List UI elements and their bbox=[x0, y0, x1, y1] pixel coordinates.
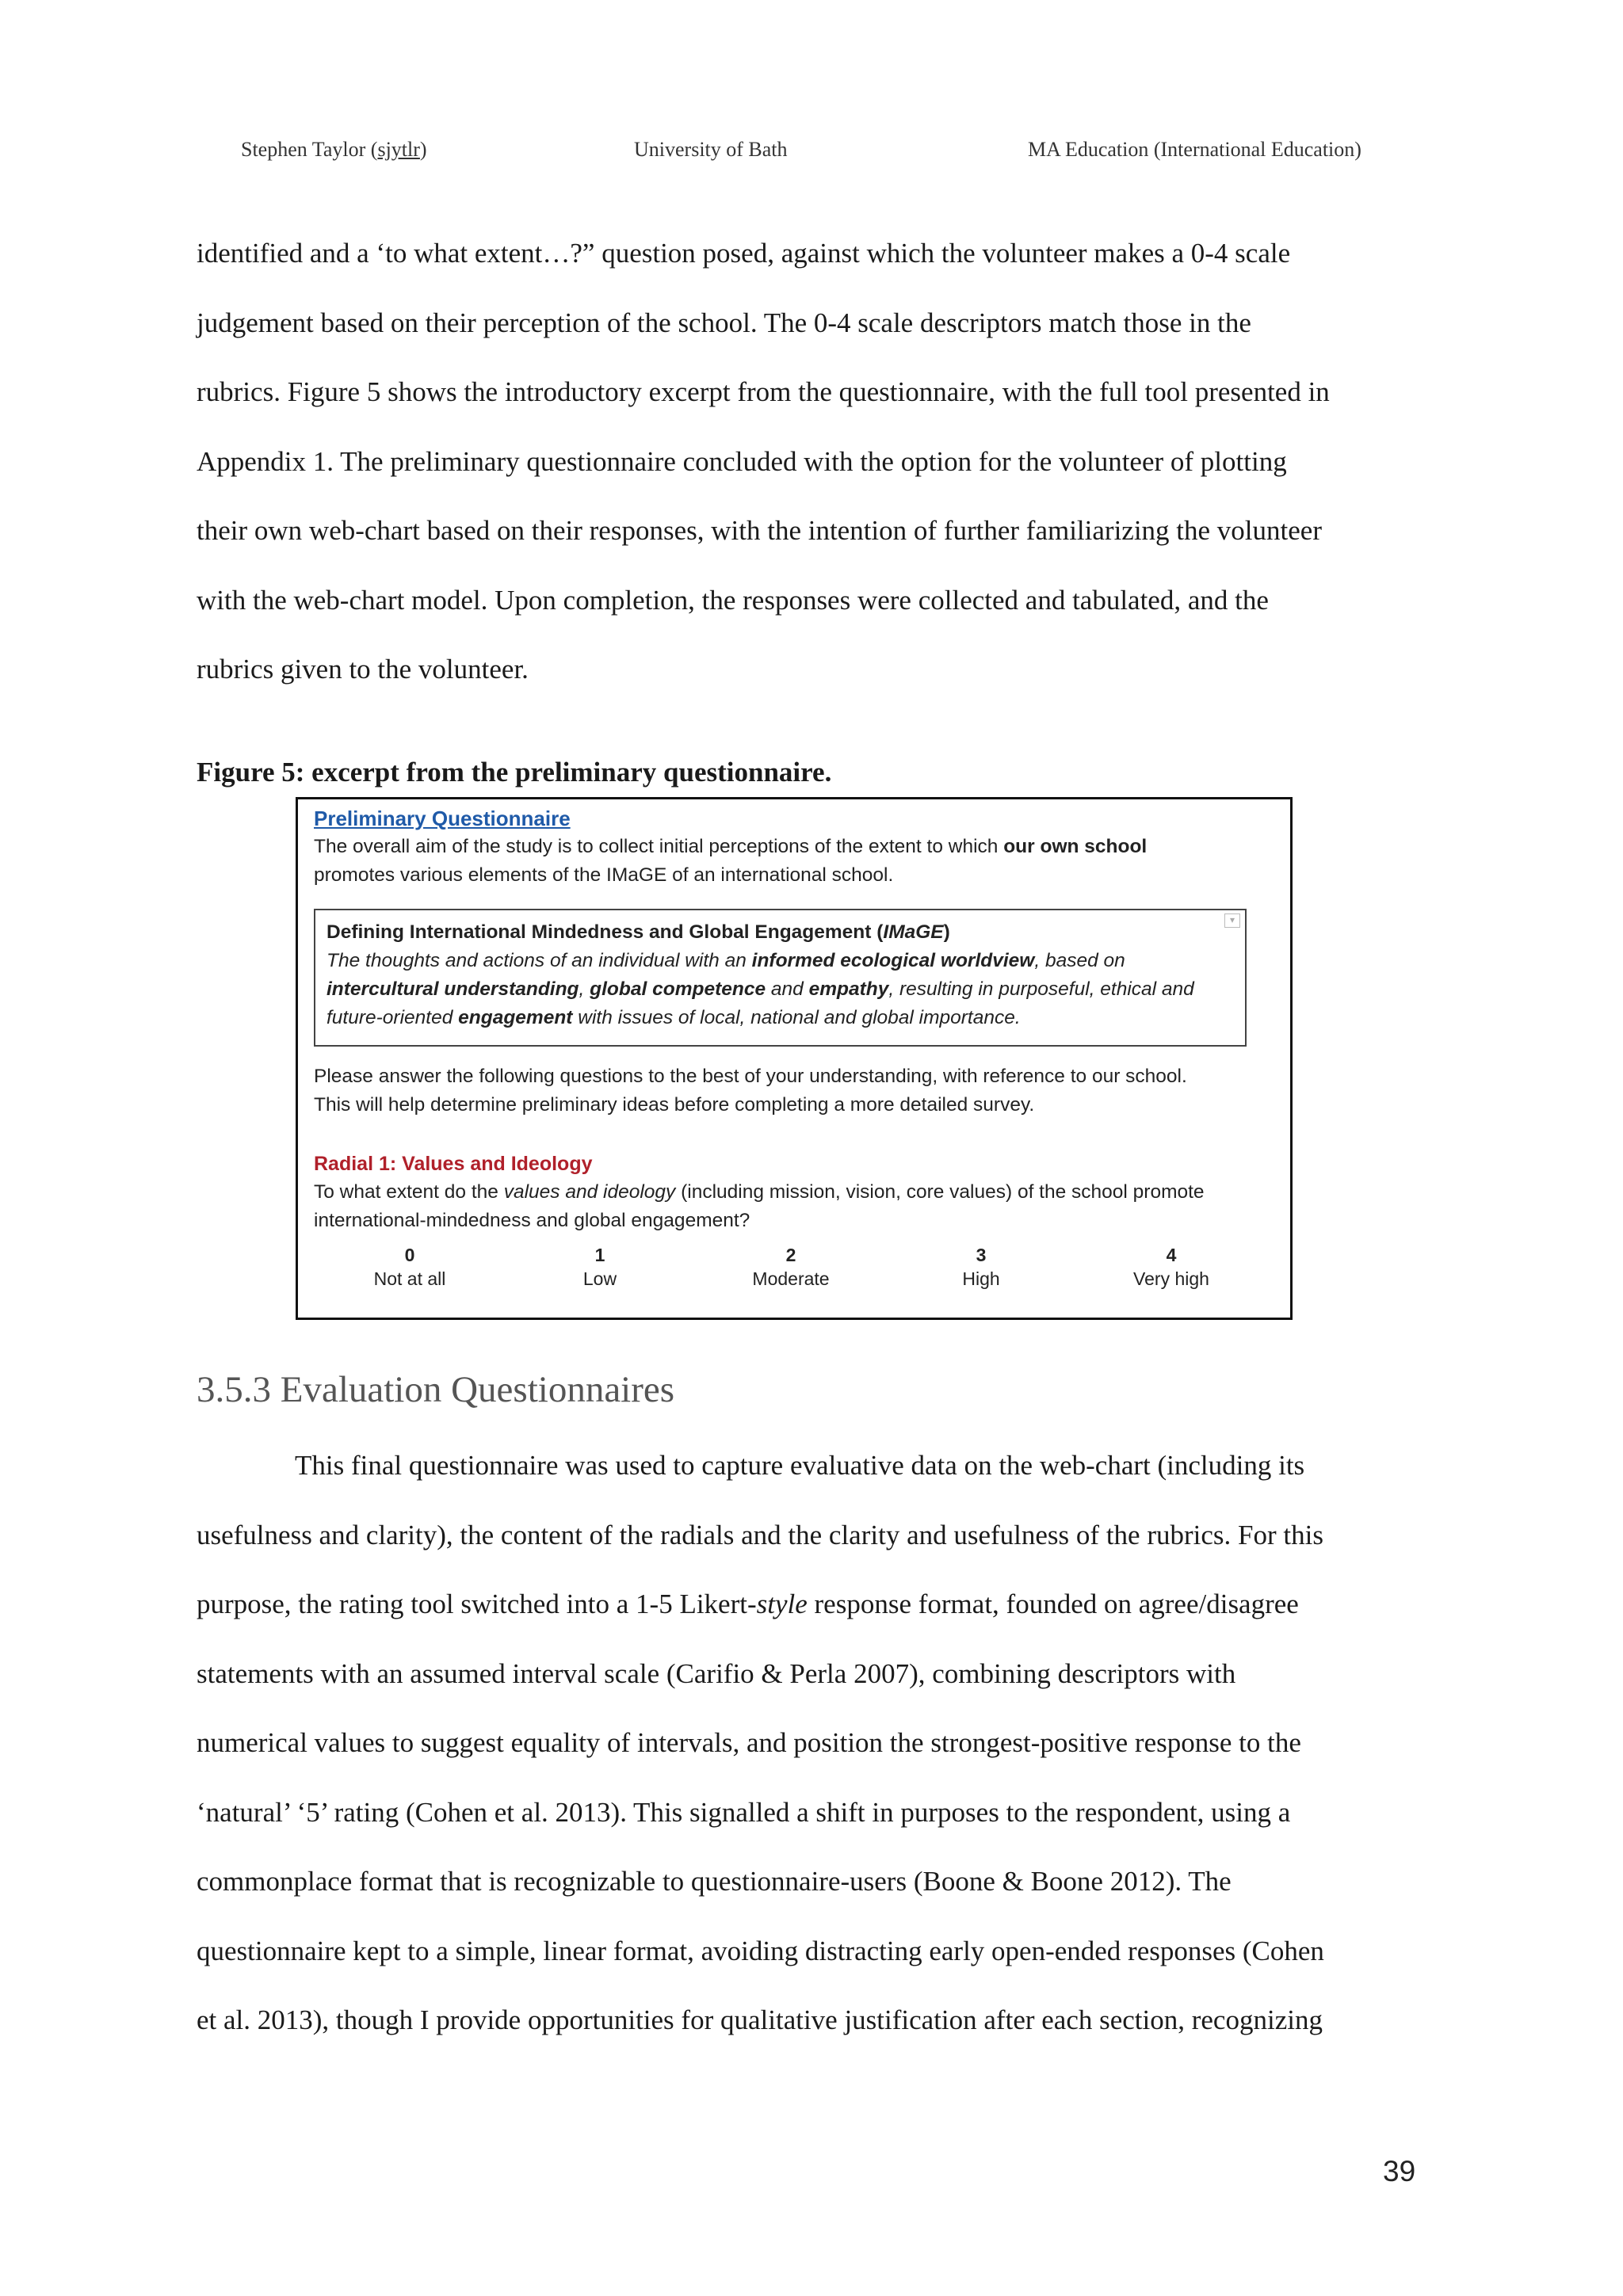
paragraph-line: purpose, the rating tool switched into a 1-5 Likert-style response format, founded on agree/disagree bbox=[197, 1589, 1299, 1619]
paragraph-line: their own web-chart based on their responses, with the intention of further familiarizing the volunteer bbox=[197, 515, 1322, 546]
author-id-link[interactable]: sjytlr bbox=[377, 138, 420, 161]
radial-title: Radial 1: Values and Ideology bbox=[314, 1153, 593, 1175]
header-institution: University of Bath bbox=[634, 138, 788, 161]
questionnaire-instructions: Please answer the following questions to the best of your understanding, with reference to our school. This will help determine preliminary ideas before completing a more detailed survey. bbox=[314, 1066, 1187, 1116]
definition-box bbox=[314, 909, 1247, 1047]
paragraph-line: Appendix 1. The preliminary questionnaire concluded with the option for the volunteer of plotting bbox=[197, 445, 1287, 477]
paragraph-line: judgement based on their perception of the school. The 0-4 scale descriptors match those in the bbox=[197, 307, 1251, 338]
figure-header bbox=[314, 804, 1274, 890]
paragraph-line: commonplace format that is recognizable to questionnaire-users (Boone & Boone 2012). The bbox=[197, 1866, 1232, 1897]
radial-question: To what extent do the values and ideology (including mission, vision, core values) of the school promote international-mindedness and global engagement? bbox=[314, 1181, 1205, 1231]
scale-option[interactable]: 1 Low bbox=[582, 1245, 617, 1289]
paragraph-line: ‘natural’ ‘5’ rating (Cohen et al. 2013). This signalled a shift in purposes to the respondent, using a bbox=[197, 1796, 1291, 1828]
paragraph-line: questionnaire kept to a simple, linear format, avoiding distracting early open-ended responses (Cohen bbox=[197, 1935, 1324, 1966]
scale-option[interactable]: 2 Moderate bbox=[752, 1245, 830, 1289]
paragraph-line: numerical values to suggest equality of intervals, and position the strongest-positive response to the bbox=[197, 1727, 1301, 1758]
section-heading: 3.5.3 Evaluation Questionnaires bbox=[197, 1369, 675, 1410]
paragraph-line: with the web-chart model. Upon completion, the responses were collected and tabulated, and the bbox=[197, 584, 1269, 616]
paragraph-line: rubrics. Figure 5 shows the introductory excerpt from the questionnaire, with the full tool presented in bbox=[197, 376, 1330, 407]
rating-scale bbox=[298, 1243, 1290, 1299]
scale-option[interactable]: 3 High bbox=[962, 1245, 1000, 1289]
questionnaire-figure bbox=[296, 797, 1293, 1320]
running-header bbox=[0, 138, 1623, 170]
paragraph-line: usefulness and clarity), the content of the radials and the clarity and usefulness of the rubrics. For this bbox=[197, 1519, 1323, 1550]
paragraph-line: identified and a ‘to what extent…?” question posed, against which the volunteer makes a 0-4 scale bbox=[197, 238, 1291, 269]
paragraph-line: This final questionnaire was used to capture evaluative data on the web-chart (including its bbox=[295, 1450, 1305, 1481]
scale-option[interactable]: 4 Very high bbox=[1133, 1245, 1209, 1289]
paragraph-evaluation bbox=[197, 1431, 1433, 2055]
collapse-icon: ▾ bbox=[1224, 913, 1240, 928]
page-number: 39 bbox=[1383, 2155, 1416, 2187]
paragraph-intro bbox=[197, 219, 1433, 704]
paragraph-line: rubrics given to the volunteer. bbox=[197, 654, 529, 685]
questionnaire-title: Preliminary Questionnaire bbox=[314, 807, 571, 830]
figure-caption: Figure 5: excerpt from the preliminary questionnaire. bbox=[197, 757, 832, 788]
header-programme: MA Education (International Education) bbox=[1028, 138, 1361, 161]
scale-option[interactable]: 0 Not at all bbox=[373, 1245, 446, 1289]
questionnaire-intro: The overall aim of the study is to collect initial perceptions of the extent to which our own school promotes various elements of the IMaGE of an international school. bbox=[314, 836, 1148, 886]
header-author: Stephen Taylor (sjytlr) bbox=[241, 138, 427, 161]
paragraph-line: et al. 2013), though I provide opportunities for qualitative justification after each section, recognizing bbox=[197, 2004, 1323, 2035]
definition-title: Defining International Mindedness and Global Engagement (IMaGE) bbox=[327, 921, 950, 943]
paragraph-line: statements with an assumed interval scale (Carifio & Perla 2007), combining descriptors with bbox=[197, 1657, 1236, 1689]
definition-text: The thoughts and actions of an individual with an informed ecological worldview, based on intercultural understanding, global competence and empathy, resulting in purposeful, ethical and future-oriented engagement with issues of local, national and global importance. bbox=[327, 950, 1194, 1028]
